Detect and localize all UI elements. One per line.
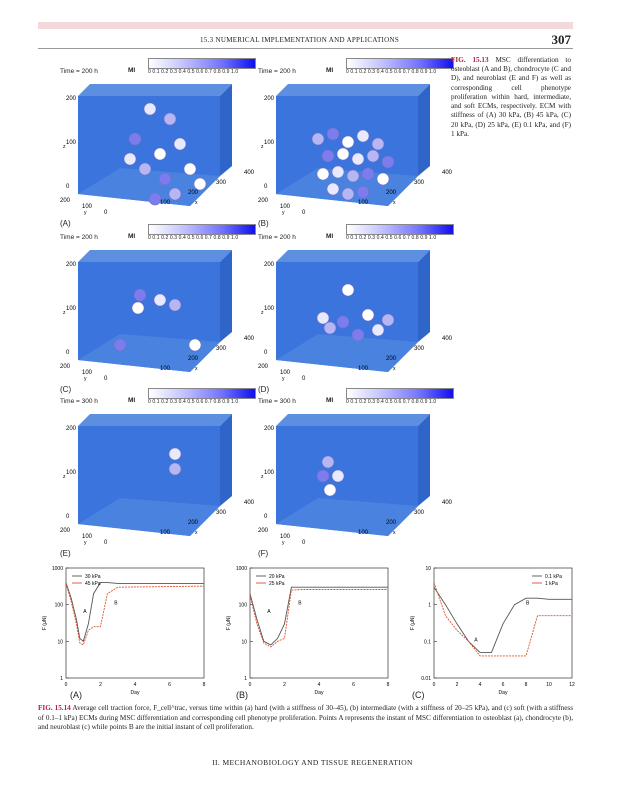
x-tick-label: 12 xyxy=(569,682,575,688)
cell-sphere xyxy=(139,163,151,175)
graph-c-label: (C) xyxy=(412,690,425,700)
box-top xyxy=(276,84,430,96)
cell-sphere xyxy=(154,294,166,306)
z-tick: 200 xyxy=(66,262,77,268)
x-axis-label: Day xyxy=(498,690,508,696)
series-line xyxy=(434,587,572,652)
graph-b xyxy=(222,562,397,696)
y-axis-label: y xyxy=(282,210,285,216)
cell-sphere xyxy=(357,186,369,198)
time-label: Time = 200 h xyxy=(258,68,296,75)
panel-label: (B) xyxy=(258,219,269,228)
caption-text: MSC differentiation to osteoblast (A and B), chondrocyte (C and D), and neuroblast (E and F) as well as corresponding cell phenotype proliferation within hard, intermediate, and soft ECMs, respectively. ECM with stiffness of (A) 30 kPa, (B) 45 kPa, (C) 20 kPa, (D) 25 kPa, (E) 0.1 kPa, and (F) 1 kPa. xyxy=(451,56,571,138)
graph-c xyxy=(406,562,581,696)
cell-sphere xyxy=(332,166,344,178)
y-tick: 200 xyxy=(258,364,269,370)
annotation-label: A xyxy=(83,608,87,615)
cell-sphere xyxy=(322,456,334,468)
cell-sphere xyxy=(367,150,379,162)
box-3d xyxy=(258,242,453,382)
x-tick: 400 xyxy=(244,336,255,342)
annotation-label: B xyxy=(114,600,118,607)
y-tick: 100 xyxy=(82,204,93,210)
x-tick: 100 xyxy=(160,366,171,372)
cell-sphere xyxy=(317,168,329,180)
box-3d xyxy=(258,76,453,216)
time-label: Time = 200 h xyxy=(60,234,98,241)
colorbar xyxy=(148,224,256,235)
x-axis-label: x xyxy=(195,200,198,206)
cell-sphere xyxy=(194,178,206,190)
x-tick-label: 6 xyxy=(168,682,171,688)
cell-sphere xyxy=(174,138,186,150)
cell-sphere xyxy=(324,484,336,496)
y-tick: 100 xyxy=(280,204,291,210)
annotation-label: B xyxy=(298,600,302,607)
z-tick: 100 xyxy=(264,470,275,476)
colorbar-label: MI xyxy=(326,233,334,240)
legend-label: 0.1 kPa xyxy=(545,574,562,580)
z-axis-label: z xyxy=(63,144,66,150)
y-tick: 100 xyxy=(280,370,291,376)
figure-label: FIG. 15.13 xyxy=(451,56,489,64)
cell-sphere xyxy=(342,188,354,200)
z-tick: 200 xyxy=(264,262,275,268)
time-label: Time = 200 h xyxy=(60,68,98,75)
y-axis-label: F (μN) xyxy=(410,615,416,631)
cell-sphere xyxy=(124,153,136,165)
colorbar-ticks: 0 0.1 0.2 0.3 0.4 0.5 0.6 0.7 0.8 0.9 1.0 xyxy=(148,69,239,75)
panel-6 xyxy=(258,396,453,558)
y-tick-label: 10 xyxy=(241,639,247,646)
colorbar-ticks: 0 0.1 0.2 0.3 0.4 0.5 0.6 0.7 0.8 0.9 1.0 xyxy=(346,235,437,241)
x-tick: 300 xyxy=(414,180,425,186)
cell-sphere xyxy=(312,133,324,145)
cell-sphere xyxy=(352,329,364,341)
x-axis-label: Day xyxy=(130,690,140,696)
cell-sphere xyxy=(382,156,394,168)
panel-1 xyxy=(60,66,255,228)
cell-sphere xyxy=(317,312,329,324)
colorbar-label: MI xyxy=(128,233,136,240)
cell-sphere xyxy=(322,150,334,162)
x-axis-label: x xyxy=(393,200,396,206)
y-tick-label: 1 xyxy=(428,602,431,609)
running-head: 15.3 NUMERICAL IMPLEMENTATION AND APPLICATIONS xyxy=(200,36,400,44)
x-tick-label: 6 xyxy=(352,682,355,688)
cell-sphere xyxy=(337,148,349,160)
x-tick: 400 xyxy=(244,170,255,176)
z-tick: 100 xyxy=(264,306,275,312)
panel-label: (C) xyxy=(60,385,72,394)
x-tick: 400 xyxy=(442,170,453,176)
panel-label: (D) xyxy=(258,385,270,394)
y-tick: 200 xyxy=(258,528,269,534)
x-tick: 400 xyxy=(442,336,453,342)
cell-sphere xyxy=(362,309,374,321)
box-3d xyxy=(60,76,255,216)
z-tick: 100 xyxy=(264,140,275,146)
panel-2 xyxy=(258,66,453,228)
x-tick: 300 xyxy=(414,346,425,352)
x-tick-label: 4 xyxy=(133,682,137,688)
z-tick: 0 xyxy=(264,350,268,356)
panel-4 xyxy=(258,232,453,394)
series-line xyxy=(250,590,388,648)
cell-sphere xyxy=(129,133,141,145)
cell-sphere xyxy=(169,188,181,200)
x-axis-label: x xyxy=(393,530,396,536)
y-axis-label: y xyxy=(282,540,285,546)
colorbar-ticks: 0 0.1 0.2 0.3 0.4 0.5 0.6 0.7 0.8 0.9 1.0 xyxy=(148,235,239,241)
cell-sphere xyxy=(169,448,181,460)
z-axis-label: z xyxy=(63,310,66,316)
box-top xyxy=(78,250,232,262)
figure-caption-15-13 xyxy=(451,56,571,139)
y-tick-label: 1 xyxy=(244,676,247,682)
x-tick: 300 xyxy=(216,510,227,516)
y-tick: 0 xyxy=(104,210,108,216)
cell-sphere xyxy=(347,170,359,182)
colorbar xyxy=(346,224,454,235)
x-axis-label: x xyxy=(393,366,396,372)
cell-sphere xyxy=(342,136,354,148)
y-tick: 0 xyxy=(104,540,108,546)
cell-sphere xyxy=(382,314,394,326)
y-axis-label: F (μN) xyxy=(42,615,48,631)
graph-a xyxy=(38,562,213,696)
x-axis-label: x xyxy=(195,366,198,372)
x-tick: 400 xyxy=(442,500,453,506)
y-tick-label: 0.1 xyxy=(424,639,431,646)
x-tick-label: 4 xyxy=(478,682,482,688)
box-top xyxy=(78,84,232,96)
box-side xyxy=(418,84,430,176)
cell-sphere xyxy=(357,130,369,142)
y-tick-label: 10 xyxy=(425,566,431,572)
footer: II. MECHANOBIOLOGY AND TISSUE REGENERATION xyxy=(212,758,413,767)
x-tick-label: 0 xyxy=(248,682,252,688)
annotation-label: A xyxy=(267,608,271,615)
box-3d xyxy=(60,406,255,546)
z-tick: 200 xyxy=(66,96,77,102)
x-tick: 100 xyxy=(358,366,369,372)
cell-sphere xyxy=(184,163,196,175)
cell-sphere xyxy=(154,148,166,160)
cell-sphere xyxy=(337,316,349,328)
z-axis-label: z xyxy=(261,474,264,480)
y-tick: 0 xyxy=(302,540,306,546)
panel-label: (E) xyxy=(60,549,71,558)
y-tick: 200 xyxy=(60,198,71,204)
time-label: Time = 300 h xyxy=(258,398,296,405)
y-tick: 100 xyxy=(82,534,93,540)
cell-sphere xyxy=(114,339,126,351)
cell-sphere xyxy=(372,324,384,336)
box-side xyxy=(418,250,430,342)
z-tick: 0 xyxy=(66,184,70,190)
y-tick-label: 100 xyxy=(238,602,247,609)
y-tick-label: 100 xyxy=(54,602,63,609)
panel-5 xyxy=(60,396,255,558)
colorbar-label: MI xyxy=(326,67,334,74)
cell-sphere xyxy=(164,113,176,125)
x-tick-label: 8 xyxy=(524,682,528,688)
cell-sphere xyxy=(132,302,144,314)
y-axis-label: F (μN) xyxy=(226,615,232,631)
z-axis-label: z xyxy=(261,144,264,150)
cell-sphere xyxy=(134,289,146,301)
header-band xyxy=(38,22,573,29)
box-side xyxy=(220,84,232,176)
y-tick: 0 xyxy=(302,210,306,216)
z-tick: 100 xyxy=(66,470,77,476)
x-tick-label: 0 xyxy=(64,682,68,688)
figure-label: FIG. 15.14 xyxy=(38,704,71,712)
panel-label: (F) xyxy=(258,549,269,558)
x-tick: 200 xyxy=(386,356,397,362)
x-tick-label: 2 xyxy=(283,682,286,688)
y-tick: 200 xyxy=(60,528,71,534)
y-tick-label: 1000 xyxy=(235,566,247,572)
z-tick: 200 xyxy=(264,426,275,432)
time-label: Time = 200 h xyxy=(258,234,296,241)
legend-label: 30 kPa xyxy=(85,574,101,580)
cell-sphere xyxy=(372,138,384,150)
x-tick-label: 2 xyxy=(99,682,102,688)
x-tick: 200 xyxy=(386,520,397,526)
y-axis-label: y xyxy=(84,540,87,546)
z-tick: 100 xyxy=(66,306,77,312)
colorbar xyxy=(148,388,256,399)
annotation-label: B xyxy=(526,600,530,607)
series-line xyxy=(250,587,388,645)
z-tick: 0 xyxy=(66,350,70,356)
z-axis-label: z xyxy=(63,474,66,480)
x-tick-label: 0 xyxy=(432,682,436,688)
x-tick-label: 8 xyxy=(202,682,206,688)
x-tick: 100 xyxy=(358,530,369,536)
box-side xyxy=(220,250,232,342)
series-line xyxy=(66,583,204,642)
panel-3 xyxy=(60,232,255,394)
time-label: Time = 300 h xyxy=(60,398,98,405)
box-3d xyxy=(60,242,255,382)
colorbar-ticks: 0 0.1 0.2 0.3 0.4 0.5 0.6 0.7 0.8 0.9 1.0 xyxy=(346,399,437,405)
annotation-label: A xyxy=(474,637,478,644)
x-tick: 100 xyxy=(160,200,171,206)
y-tick: 0 xyxy=(104,376,108,382)
box-side xyxy=(220,414,232,506)
y-axis-label: y xyxy=(282,376,285,382)
graph-a-label: (A) xyxy=(70,690,82,700)
x-tick-label: 4 xyxy=(317,682,321,688)
y-tick-label: 1000 xyxy=(51,566,63,572)
colorbar-ticks: 0 0.1 0.2 0.3 0.4 0.5 0.6 0.7 0.8 0.9 1.0 xyxy=(148,399,239,405)
box-top xyxy=(276,250,430,262)
cell-sphere xyxy=(169,463,181,475)
y-tick: 200 xyxy=(60,364,71,370)
colorbar xyxy=(346,58,454,69)
cell-sphere xyxy=(169,299,181,311)
colorbar-label: MI xyxy=(128,397,136,404)
x-tick: 200 xyxy=(188,190,199,196)
cell-sphere xyxy=(159,173,171,185)
y-axis-label: y xyxy=(84,210,87,216)
x-tick-label: 10 xyxy=(546,682,552,688)
panel-label: (A) xyxy=(60,219,71,228)
x-tick: 100 xyxy=(160,530,171,536)
z-tick: 0 xyxy=(264,184,268,190)
x-tick-label: 6 xyxy=(501,682,505,688)
x-tick: 400 xyxy=(244,500,255,506)
cell-sphere xyxy=(362,168,374,180)
z-tick: 200 xyxy=(66,426,77,432)
z-axis-label: z xyxy=(261,310,264,316)
colorbar xyxy=(148,58,256,69)
page-number: 307 xyxy=(551,32,571,47)
x-tick: 300 xyxy=(216,180,227,186)
x-tick: 200 xyxy=(188,356,199,362)
y-tick: 100 xyxy=(280,534,291,540)
legend-label: 25 kPa xyxy=(269,581,285,587)
cell-sphere xyxy=(377,173,389,185)
series-line xyxy=(66,583,204,645)
x-tick: 200 xyxy=(386,190,397,196)
cell-sphere xyxy=(327,128,339,140)
x-tick-label: 2 xyxy=(455,682,459,688)
x-tick: 100 xyxy=(358,200,369,206)
cell-sphere xyxy=(342,284,354,296)
colorbar-label: MI xyxy=(326,397,334,404)
x-tick: 300 xyxy=(414,510,425,516)
box-top xyxy=(78,414,232,426)
figure-caption-15-14 xyxy=(38,704,573,733)
y-tick: 200 xyxy=(258,198,269,204)
box-side xyxy=(418,414,430,506)
colorbar xyxy=(346,388,454,399)
x-axis-label: x xyxy=(195,530,198,536)
cell-sphere xyxy=(324,322,336,334)
colorbar-label: MI xyxy=(128,67,136,74)
cell-sphere xyxy=(317,470,329,482)
x-tick: 300 xyxy=(216,346,227,352)
cell-sphere xyxy=(327,183,339,195)
legend-label: 20 kPa xyxy=(269,574,285,580)
y-tick-label: 0.01 xyxy=(421,676,431,682)
cell-sphere xyxy=(352,153,364,165)
y-tick: 0 xyxy=(302,376,306,382)
y-tick-label: 10 xyxy=(57,639,63,646)
z-tick: 0 xyxy=(264,514,268,520)
box-3d xyxy=(258,406,453,546)
colorbar-ticks: 0 0.1 0.2 0.3 0.4 0.5 0.6 0.7 0.8 0.9 1.0 xyxy=(346,69,437,75)
graph-b-label: (B) xyxy=(236,690,248,700)
caption-text: Average cell traction force, F_cell^trac, versus time within (a) hard (with a stiffness of 30–45), (b) intermediate (with a stiffness of 20–25 kPa), and (c) soft (with a stiffness of 0.1–1 kPa) ECMs during MSC differentiation and corresponding cell phenotype proliferation. Points A represents the instant of MSC differentiation to osteoblast (a), chondrocyte (b), and neuroblast (c) while points B are the initial instant of cell proliferation. xyxy=(38,704,574,732)
x-axis-label: Day xyxy=(314,690,324,696)
legend-label: 1 kPa xyxy=(545,581,558,587)
z-tick: 200 xyxy=(264,96,275,102)
z-tick: 0 xyxy=(66,514,70,520)
x-tick-label: 8 xyxy=(386,682,390,688)
legend-label: 45 kPa xyxy=(85,581,101,587)
x-tick: 200 xyxy=(188,520,199,526)
y-tick-label: 1 xyxy=(60,676,63,682)
y-axis-label: y xyxy=(84,376,87,382)
z-tick: 100 xyxy=(66,140,77,146)
cell-sphere xyxy=(144,103,156,115)
cell-sphere xyxy=(189,339,201,351)
header-rule xyxy=(38,48,573,49)
cell-sphere xyxy=(332,470,344,482)
box-top xyxy=(276,414,430,426)
y-tick: 100 xyxy=(82,370,93,376)
